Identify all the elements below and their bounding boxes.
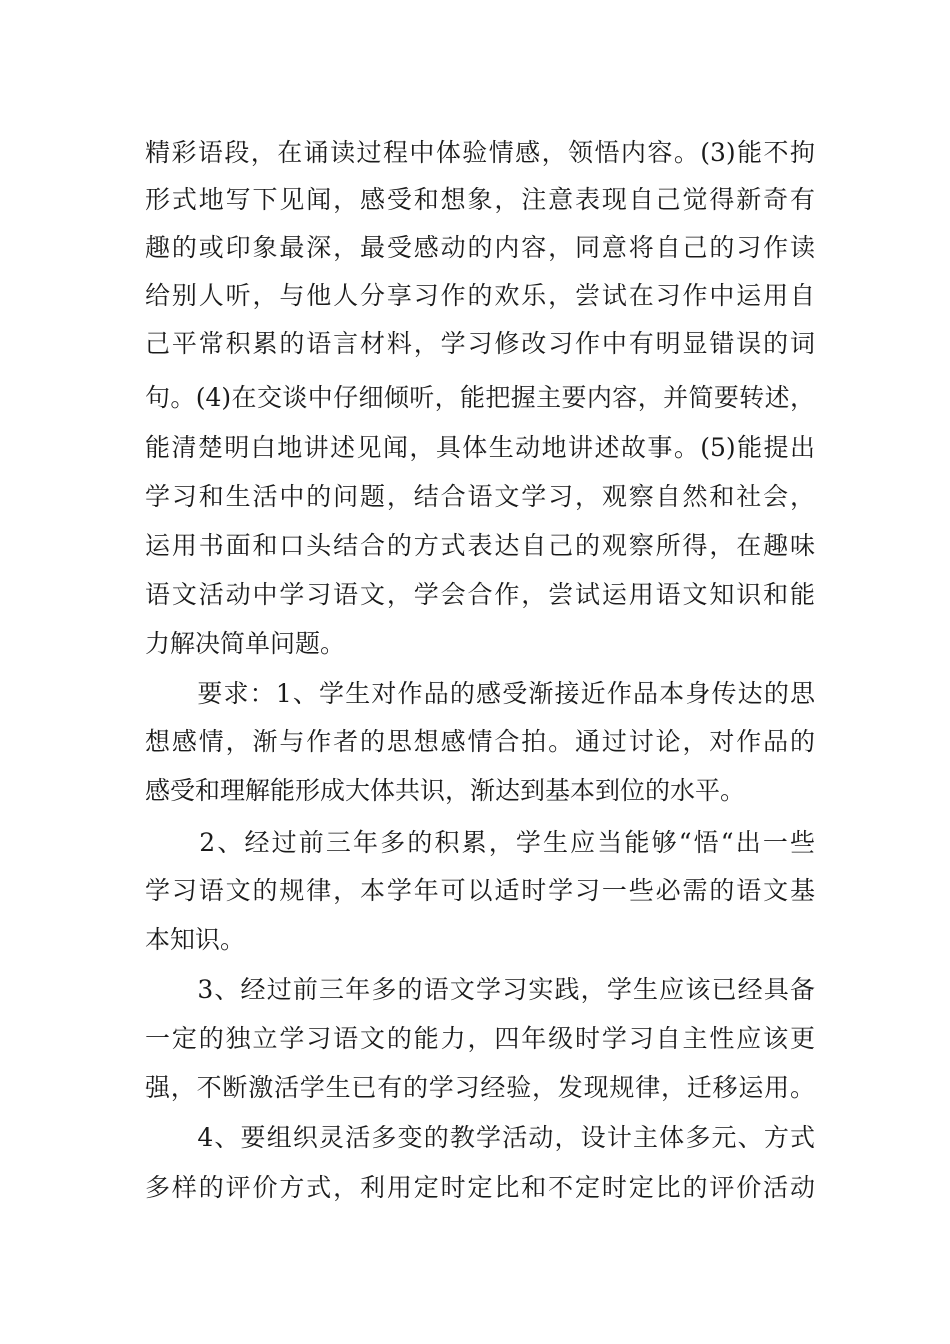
text-line-18: 3、经过前三年多的语文学习实践，学生应该已经具备 [145,975,815,1004]
text-line-19: 一定的独立学习语文的能力，四年级时学习自主性应该更 [145,1024,815,1053]
text-line-13: 想感情，渐与作者的思想感情合拍。通过讨论，对作品的 [145,727,815,756]
text-line-15: 2、经过前三年多的积累，学生应当能够“悟“出一些 [145,828,815,857]
text-line-3: 趣的或印象最深，最受感动的内容，同意将自己的习作读 [145,233,815,262]
text-line-20: 强，不断激活学生已有的学习经验，发现规律，迁移运用。 [145,1073,815,1102]
text-line-5: 己平常积累的语言材料，学习修改习作中有明显错误的词 [145,329,815,358]
text-line-12: 要求：1、学生对作品的感受渐接近作品本身传达的思 [145,679,815,708]
text-line-22: 多样的评价方式，利用定时定比和不定时定比的评价活动 [145,1173,815,1202]
text-line-6: 句。(4)在交谈中仔细倾听，能把握主要内容，并简要转述， [145,383,815,412]
text-line-14: 感受和理解能形成大体共识，渐达到基本到位的水平。 [145,776,746,805]
text-line-8: 学习和生活中的问题，结合语文学习，观察自然和社会， [145,482,815,511]
text-line-17: 本知识。 [145,925,246,954]
text-line-10: 语文活动中学习语文，学会合作，尝试运用语文知识和能 [145,580,815,609]
text-line-11: 力解决简单问题。 [145,629,346,658]
text-line-21: 4、要组织灵活多变的教学活动，设计主体多元、方式 [145,1123,815,1152]
text-line-7: 能清楚明白地讲述见闻，具体生动地讲述故事。(5)能提出 [145,433,815,462]
text-line-9: 运用书面和口头结合的方式表达自己的观察所得，在趣味 [145,531,815,560]
text-line-2: 形式地写下见闻，感受和想象，注意表现自己觉得新奇有 [145,185,815,214]
text-line-1: 精彩语段，在诵读过程中体验情感，领悟内容。(3)能不拘 [145,138,815,167]
text-line-4: 给别人听，与他人分享习作的欢乐，尝试在习作中运用自 [145,281,815,310]
text-line-16: 学习语文的规律，本学年可以适时学习一些必需的语文基 [145,876,815,905]
